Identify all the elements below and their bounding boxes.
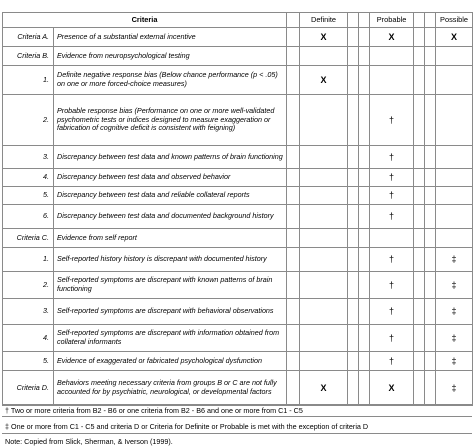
spacer-cell [414, 95, 425, 146]
spacer-cell [287, 95, 300, 146]
criteria-header: Criteria [3, 13, 287, 28]
row-text: Presence of a substantial external incentive [54, 28, 287, 47]
definite-mark [300, 169, 348, 187]
probable-mark: † [370, 169, 414, 187]
row-text: Definite negative response bias (Below chance performance (p < .05) on one or more forced-choice measures) [54, 66, 287, 95]
spacer-cell [425, 229, 436, 248]
spacer-cell [359, 146, 370, 169]
probable-mark: † [370, 146, 414, 169]
table-row [3, 169, 473, 187]
probable-mark: † [370, 205, 414, 229]
possible-mark: ‡ [436, 352, 473, 371]
possible-mark: ‡ [436, 248, 473, 272]
table-row [3, 95, 473, 146]
spacer-cell [348, 272, 359, 299]
spacer-cell [425, 66, 436, 95]
table-row [3, 299, 473, 325]
definite-mark [300, 205, 348, 229]
possible-mark: ‡ [436, 371, 473, 406]
table-row [3, 352, 473, 371]
row-text: Evidence from self report [54, 229, 287, 248]
probable-mark: † [370, 325, 414, 352]
spacer-cell [287, 187, 300, 205]
spacer-cell [348, 229, 359, 248]
table-row [3, 28, 473, 47]
spacer-cell [425, 47, 436, 66]
spacer-cell [359, 229, 370, 248]
possible-mark: ‡ [436, 325, 473, 352]
row-text: Self-reported symptoms are discrepant with behavioral observations [54, 299, 287, 325]
table-row [3, 229, 473, 248]
row-text: Discrepancy between test data and observed behavior [54, 169, 287, 187]
spacer-cell [414, 272, 425, 299]
row-label: Criteria D. [3, 371, 54, 406]
spacer-cell [359, 169, 370, 187]
probable-mark: † [370, 272, 414, 299]
row-text: Discrepancy between test data and known patterns of brain functioning [54, 146, 287, 169]
probable-mark [370, 66, 414, 95]
row-text: Self-reported symptoms are discrepant with known patterns of brain functioning [54, 272, 287, 299]
spacer-cell [414, 187, 425, 205]
spacer-cell [414, 146, 425, 169]
table-row [3, 371, 473, 406]
spacer-cell [287, 248, 300, 272]
probable-mark: X [370, 371, 414, 406]
possible-mark [436, 146, 473, 169]
spacer-cell [414, 299, 425, 325]
spacer-cell [287, 205, 300, 229]
spacer-cell [414, 352, 425, 371]
table-row [3, 205, 473, 229]
probable-mark: X [370, 28, 414, 47]
spacer-cell [359, 272, 370, 299]
row-label: 3. [3, 146, 54, 169]
spacer-cell [414, 371, 425, 406]
spacer-cell [414, 28, 425, 47]
spacer-cell [425, 352, 436, 371]
definite-mark [300, 299, 348, 325]
possible-mark [436, 169, 473, 187]
spacer-cell [287, 272, 300, 299]
spacer-cell [414, 169, 425, 187]
row-text: Probable response bias (Performance on one or more well-validated psychometric tests or indices designed to measure exaggeration or fabrication of cognitive deficit is consistent with feigning) [54, 95, 287, 146]
row-label: 5. [3, 352, 54, 371]
possible-mark: ‡ [436, 299, 473, 325]
definite-mark: X [300, 371, 348, 406]
possible-mark: X [436, 28, 473, 47]
table-row [3, 272, 473, 299]
spacer-cell [287, 66, 300, 95]
spacer-cell [287, 325, 300, 352]
footnote-double-dagger: ‡ One or more from C1 - C5 and criteria D or Criteria for Definite or Probable is met with the exception of criteria D [2, 421, 472, 434]
row-label: 4. [3, 169, 54, 187]
row-label: 5. [3, 187, 54, 205]
table-row [3, 187, 473, 205]
table-row [3, 47, 473, 66]
spacer-cell [359, 95, 370, 146]
source-note: Note: Copied from Slick, Sherman, & Iverson (1999). [5, 437, 173, 446]
spacer-cell [425, 146, 436, 169]
possible-mark [436, 205, 473, 229]
probable-mark [370, 47, 414, 66]
possible-mark [436, 66, 473, 95]
spacer-cell [425, 272, 436, 299]
spacer-cell [359, 28, 370, 47]
probable-mark: † [370, 352, 414, 371]
spacer-cell [414, 205, 425, 229]
definite-mark [300, 146, 348, 169]
row-text: Self-reported history history is discrepant with documented history [54, 248, 287, 272]
spacer-cell [287, 169, 300, 187]
definite-mark [300, 95, 348, 146]
spacer-cell [359, 248, 370, 272]
spacer-cell [425, 205, 436, 229]
spacer-cell [287, 28, 300, 47]
spacer-cell [348, 28, 359, 47]
spacer-cell [414, 325, 425, 352]
table-row [3, 325, 473, 352]
spacer-cell [359, 66, 370, 95]
spacer-cell [414, 229, 425, 248]
spacer-cell [425, 248, 436, 272]
definite-mark [300, 325, 348, 352]
spacer-cell [348, 95, 359, 146]
probable-header: Probable [370, 13, 414, 28]
row-label: 3. [3, 299, 54, 325]
spacer-cell [414, 248, 425, 272]
table-row [3, 248, 473, 272]
row-text: Behaviors meeting necessary criteria from groups B or C are not fully accounted for by psychiatric, neurological, or developmental factors [54, 371, 287, 406]
definite-mark [300, 187, 348, 205]
probable-mark: † [370, 187, 414, 205]
footnote-dagger: † Two or more criteria from B2 - B6 or one criteria from B2 - B6 and one or more from C1 - C5 [2, 404, 472, 417]
criteria-table [2, 12, 473, 406]
table-row [3, 146, 473, 169]
row-text: Discrepancy between test data and reliable collateral reports [54, 187, 287, 205]
row-label: Criteria B. [3, 47, 54, 66]
spacer-cell [287, 352, 300, 371]
spacer-cell [287, 47, 300, 66]
row-label: 2. [3, 272, 54, 299]
spacer-cell [348, 47, 359, 66]
table-row [3, 66, 473, 95]
spacer-cell [287, 146, 300, 169]
spacer-cell [359, 47, 370, 66]
probable-mark [370, 229, 414, 248]
spacer-cell [359, 371, 370, 406]
row-label: 6. [3, 205, 54, 229]
spacer-cell [348, 325, 359, 352]
spacer-cell [348, 169, 359, 187]
possible-mark: ‡ [436, 272, 473, 299]
spacer-cell [425, 169, 436, 187]
row-text: Evidence from neuropsychological testing [54, 47, 287, 66]
spacer-cell [425, 325, 436, 352]
spacer-cell [348, 205, 359, 229]
spacer-cell [414, 47, 425, 66]
possible-mark [436, 47, 473, 66]
spacer-cell [414, 66, 425, 95]
definite-mark [300, 272, 348, 299]
possible-header: Possible [436, 13, 473, 28]
spacer-cell [348, 371, 359, 406]
spacer-cell [359, 299, 370, 325]
possible-mark [436, 187, 473, 205]
spacer-cell [287, 229, 300, 248]
spacer-cell [425, 299, 436, 325]
definite-mark [300, 47, 348, 66]
probable-mark: † [370, 95, 414, 146]
spacer-cell [348, 352, 359, 371]
row-text: Self-reported symptoms are discrepant with information obtained from collateral informants [54, 325, 287, 352]
spacer-cell [348, 146, 359, 169]
possible-mark [436, 229, 473, 248]
row-label: 1. [3, 66, 54, 95]
definite-mark [300, 248, 348, 272]
row-label: Criteria A. [3, 28, 54, 47]
spacer-cell [287, 371, 300, 406]
definite-header: Definite [300, 13, 348, 28]
definite-mark [300, 229, 348, 248]
row-label: 1. [3, 248, 54, 272]
row-label: Criteria C. [3, 229, 54, 248]
row-text: Discrepancy between test data and documented background history [54, 205, 287, 229]
header-row [3, 13, 473, 28]
spacer-cell [287, 299, 300, 325]
row-text: Evidence of exaggerated or fabricated psychological dysfunction [54, 352, 287, 371]
probable-mark: † [370, 248, 414, 272]
probable-mark: † [370, 299, 414, 325]
spacer-cell [359, 187, 370, 205]
spacer-cell [348, 299, 359, 325]
definite-mark [300, 352, 348, 371]
spacer-cell [348, 248, 359, 272]
spacer-cell [348, 66, 359, 95]
possible-mark [436, 95, 473, 146]
row-label: 4. [3, 325, 54, 352]
definite-mark: X [300, 28, 348, 47]
spacer-cell [425, 371, 436, 406]
spacer-cell [425, 187, 436, 205]
spacer-cell [359, 205, 370, 229]
spacer-cell [359, 325, 370, 352]
spacer-cell [348, 187, 359, 205]
spacer-cell [359, 352, 370, 371]
spacer-cell [425, 28, 436, 47]
definite-mark: X [300, 66, 348, 95]
spacer-cell [425, 95, 436, 146]
row-label: 2. [3, 95, 54, 146]
